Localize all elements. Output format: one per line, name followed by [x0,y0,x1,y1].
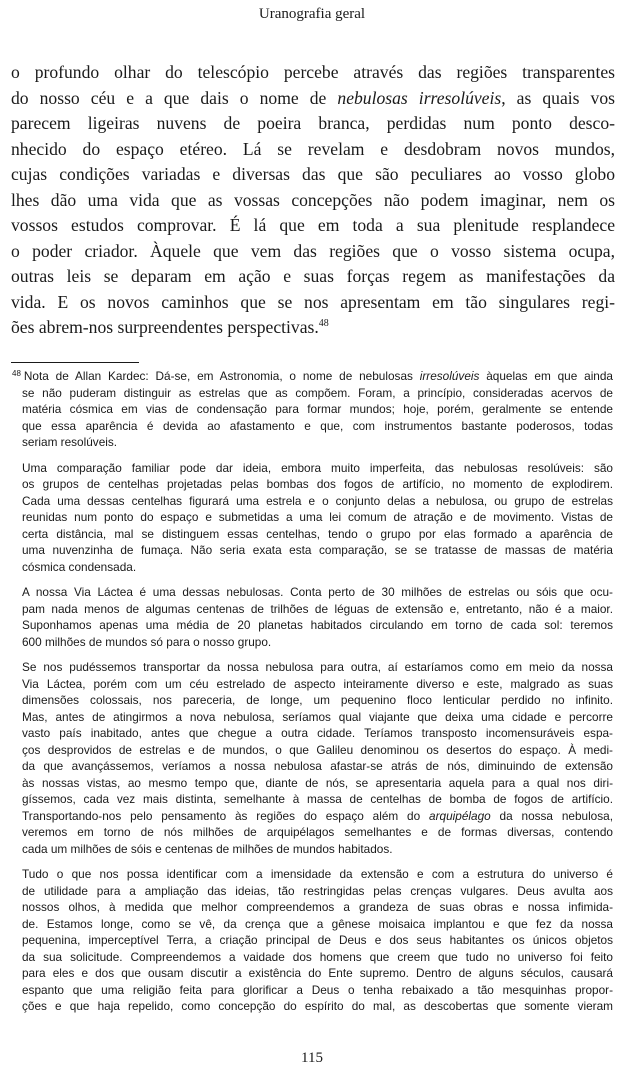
footnote-line: de. Estamos longe, como se vê, da crença que a gênese moisaica implantou e que fez da nossa [22,916,613,931]
footnote-line: Suponhamos apenas uma média de 20 planetas habitados circulando em torno de cada sol: teremos [22,618,613,632]
footnote-line: para eles e dos que ousam discutir a existência do Ente supremo. Dentro de alguns séculos, causará [22,966,613,980]
footnote-separator [11,362,139,363]
body-line: parecem ligeiras nuvens de poeira branca, perdidas num ponto desco- [11,113,615,133]
body-line: nhecido do espaço etéreo. Lá se revelam e desdobram novos mundos, [11,138,615,159]
footnote-line: Tudo o que nos possa identificar com a imensidade da extensão e com a estrutura do universo é [22,867,613,881]
footnote-line: gíssemos, cada vez mais distinta, semelhante à massa de centelhas de bomba de fogos de artifício. [22,792,613,806]
footnote-line: veremos em torno de nós milhões de arquipélagos semelhantes e de formas diversas, contendo [22,825,613,839]
footnote-paragraph [12,368,613,451]
footnote-line: Se nos pudéssemos transportar da nossa nebulosa para outra, aí estaríamos como em meio da nossa [22,660,613,674]
footnote-line: Mas, antes de atingirmos a nova nebulosa, seríamos qual viajante que deixa uma cidade e percorre [22,709,613,724]
body-line: outras leis se deparam em ação e suas forças regem as manifestações da [11,266,615,286]
footnote-line: da que avançássemos, veríamos a nossa nebulosa afastar-se atrás de nós, diminuindo de extensão [22,759,613,773]
footnote-line: que essa aparência é devida ao afastamento e que, com instrumentos bastante poderosos, todas [22,418,613,433]
body-line: vossos estudos comprovar. É lá que em toda a sua plenitude resplandece [11,215,615,235]
footnote-line: ções e que haja repelido, como concepção do espírito do mal, as descobertas que somente vieram [22,999,613,1013]
footnote-line: Transportando-nos pelo pensamento às regiões do espaço além do arquipélago da nossa nebulosa, [22,808,613,823]
footnote-line: uma nuvenzinha de fumaça. Não seria exata esta comparação, se se tratasse de massas de matéria [22,543,613,557]
footnote-line: de utilidade para a ampliação das ideias, tão restringidas pelas crenças vulgares. Deus avulta aos [22,883,613,898]
footnote-line: reunidas num ponto do espaço e submetidas a uma lei comum de atração e de movimento. Vistas de [22,510,613,524]
footnote [12,368,613,1024]
footnote-line: se não puderam distinguir as estrelas que as compõem. Foram, a princípio, consideradas acervos de [22,385,613,400]
body-line: o poder criador. Àquele que vem das regiões que o vosso sistema ocupa, [11,240,615,261]
footnote-line: dimensões colossais, nos pareceria, de longe, um pequenino floco lenticular perdido no infinito. [22,693,613,707]
footnote-line: cósmica condensada. [22,559,137,574]
body-line: vida. E os novos caminhos que se nos apresentam em tão singulares regi- [11,291,615,312]
footnote-line: os grupos de centelhas projetadas pelas bombas dos fogos de artifício, no momento de explodirem. [22,477,613,491]
footnote-paragraph [22,584,613,650]
footnote-line: da sua solicitude. Compreendemos a vaidade dos homens que creem que tudo no universo foi feito [22,949,613,964]
footnote-line: pam nada menos de algumas centenas de trilhões de léguas de extensão e, entretanto, não é a maior. [22,601,613,616]
footnote-line: seriam resolúveis. [22,435,118,449]
footnote-line: Cada uma dessas centelhas figurará uma estrela e o conjunto delas a nebulosa, ou grupo de estrelas [22,493,613,508]
running-head: Uranografia geral [258,6,366,22]
footnote-line: 600 milhões de mundos só para o nosso grupo. [22,634,272,649]
body-line: lhes dão uma vida que as vossas concepções não podem imaginar, nem os [11,189,615,210]
footnote-line: vasto país inabitado, antes que chegue a outra cidade. Teríamos transposto incomensuráveis espa- [22,726,613,740]
footnote-line: $^{48}$ Nota de Allan Kardec: Dá-se, em Astronomia, o nome de nebulosas irresolúveis àquelas em que ainda [12,369,613,383]
footnote-line: às nossas vistas, ao mesmo tempo que, diante de nós, se apresentaria aquela para a qual nos diri- [22,775,613,790]
footnote-line: pequenina, imperceptível Terra, a criação principal de Deus e dos seus habitantes os únicos objetos [22,933,613,947]
footnote-line: A nossa Via Láctea é uma dessas nebulosas. Conta perto de 30 milhões de estrelas ou sóis que ocu- [22,585,613,599]
footnote-paragraph [22,460,613,576]
footnote-paragraph [22,866,613,1015]
footnote-line: cada um milhões de sóis e centenas de milhões de mundos habitados. [22,841,393,856]
body-text [11,60,615,341]
page-number: 115 [301,1050,323,1066]
footnote-line: nossos olhos, à medida que melhor compreendemos a grandeza de suas obras e nossa infimida- [22,900,613,914]
footnote-line: certa distância, mal se distinguem essas centelhas, tendo o grupo por elas formado a aparência de [22,526,613,541]
body-line: cujas condições variadas e diversas das que são peculiares ao vosso globo [11,164,615,184]
body-line: ões abrem-nos surpreendentes perspectivas.$^{48}$ [11,317,329,337]
footnote-paragraph [22,659,613,857]
footnote-line: matéria cósmica em vias de condensação para formar mundos; hoje, porém, geralmente se entende [22,402,613,416]
footnote-line: ços desprovidos de estrelas e de mundos, o que Galileu denominou os desertos do espaço. À medi- [22,742,613,757]
body-line: o profundo olhar do telescópio percebe através das regiões transparentes [11,62,615,82]
footnote-line: Via Láctea, porém com um céu estrelado de aspecto inteiramente diverso e este, malgrado as suas [22,676,613,691]
footnote-marker: 48 [12,369,21,378]
body-line: do nosso céu e a que dais o nome de nebulosas irresolúveis, as quais vos [11,87,615,108]
footnote-line: espanto que uma religião feita para glorificar a Deus o tenha rebaixado a tão mesquinhas propor- [22,982,613,997]
footnote-line: Uma comparação familiar pode dar ideia, embora muito imperfeita, das nebulosas resolúveis: são [22,460,613,475]
